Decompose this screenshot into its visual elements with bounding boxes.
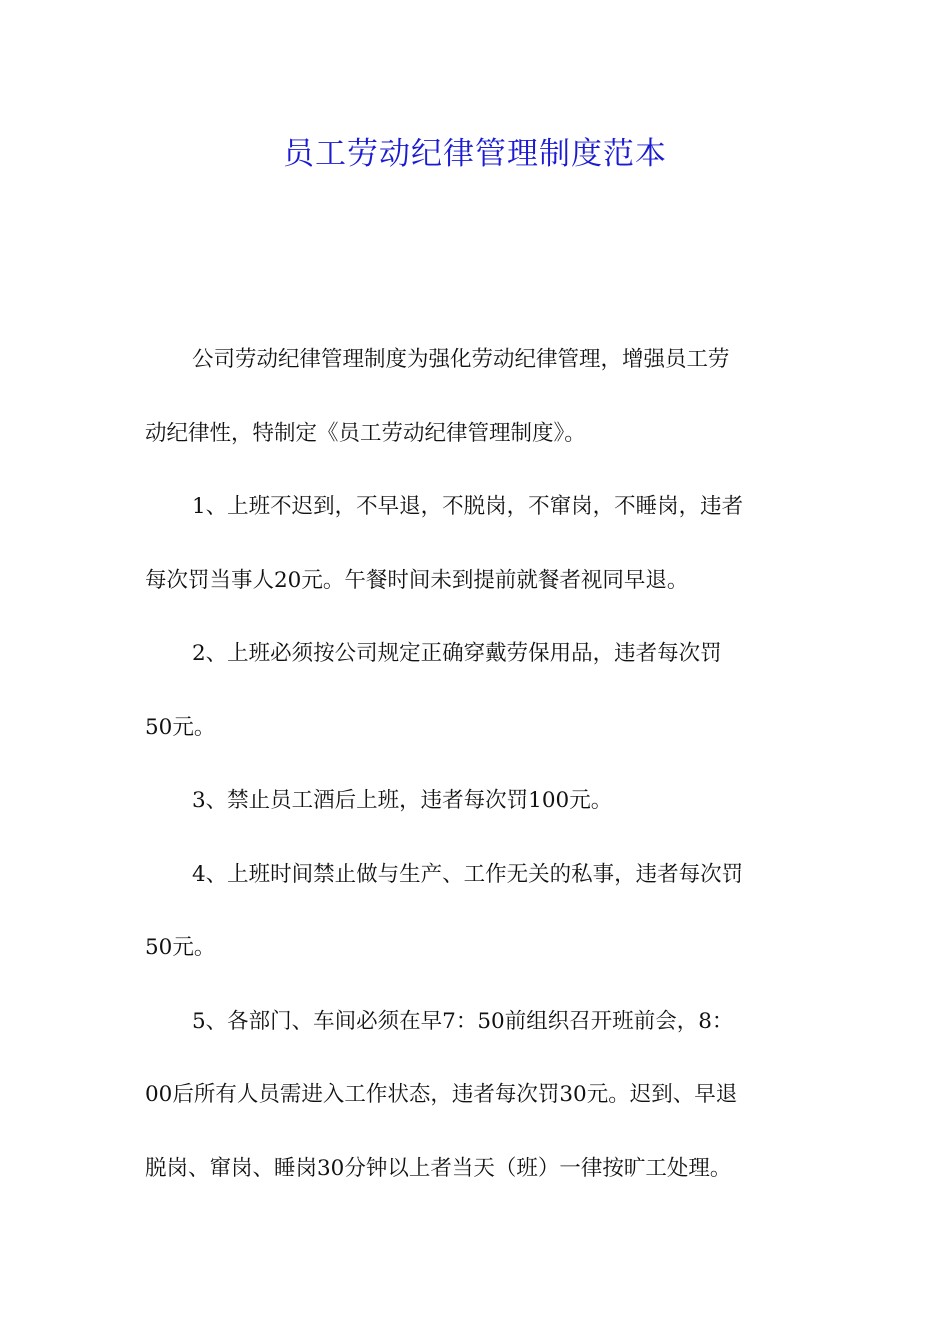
rule-4-line-2: 50元。 bbox=[145, 935, 216, 960]
paragraph-intro-line-1: 公司劳动纪律管理制度为强化劳动纪律管理，增强员工劳 bbox=[192, 347, 730, 372]
document-body bbox=[145, 338, 807, 1220]
document-title: 员工劳动纪律管理制度范本 bbox=[283, 136, 667, 172]
rule-1-line-1: 1、上班不迟到，不早退，不脱岗，不窜岗，不睡岗，违者 bbox=[192, 494, 744, 519]
rule-3-line-1: 3、禁止员工酒后上班，违者每次罚100元。 bbox=[192, 788, 613, 813]
rule-2-line-1: 2、上班必须按公司规定正确穿戴劳保用品，违者每次罚 bbox=[192, 641, 722, 666]
rule-1-line-2: 每次罚当事人20元。午餐时间未到提前就餐者视同早退。 bbox=[145, 567, 689, 593]
rule-2-line-2: 50元。 bbox=[145, 714, 216, 740]
rule-5-line-1: 5、各部门、车间必须在早7：50前组织召开班前会，8： bbox=[192, 1008, 734, 1034]
rule-4-line-1: 4、上班时间禁止做与生产、工作无关的私事，违者每次罚 bbox=[192, 861, 744, 887]
paragraph-intro-line-2: 动纪律性，特制定《员工劳动纪律管理制度》。 bbox=[145, 420, 586, 446]
rule-5-line-2: 00后所有人员需进入工作状态，违者每次罚30元。迟到、早退 bbox=[145, 1082, 738, 1107]
rule-5-line-3: 脱岗、窜岗、睡岗30分钟以上者当天（班）一律按旷工处理。 bbox=[145, 1155, 732, 1181]
